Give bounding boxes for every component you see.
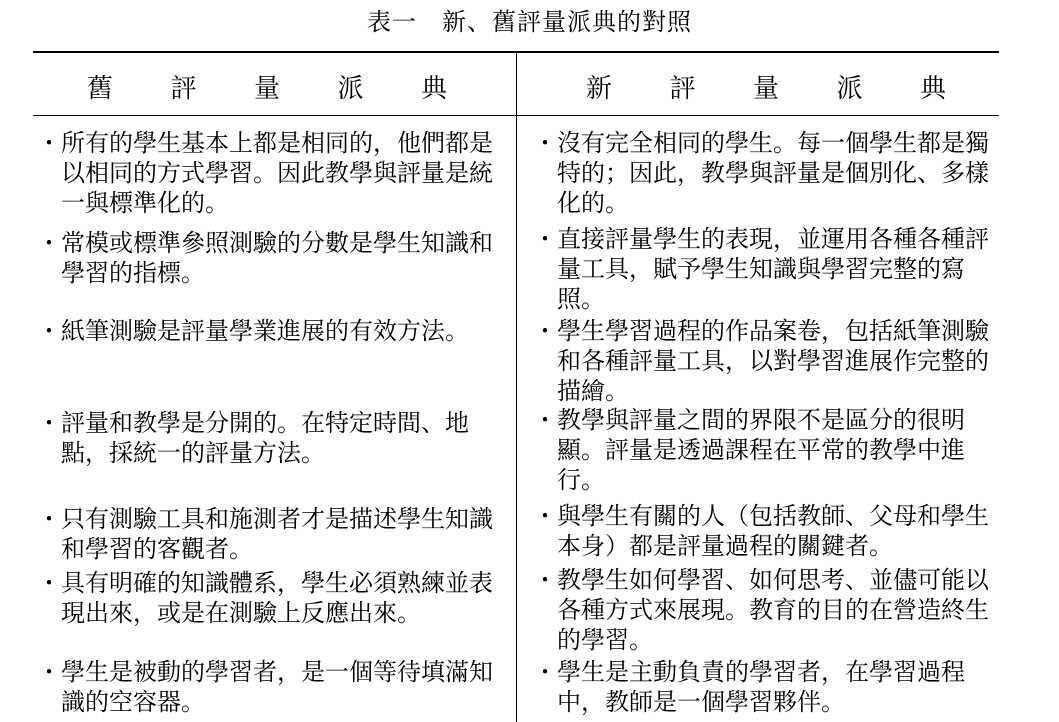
old-item-text: 學生是被動的學習者，是一個等待填滿知識的空容器。 <box>61 658 493 716</box>
header-char: 評 <box>170 74 197 104</box>
header-char: 典 <box>420 74 447 104</box>
new-item-text: 直接評量學生的表現，並運用各種各種評量工具，賦予學生知識與學習完整的寫照。 <box>557 225 989 313</box>
new-item <box>533 316 1003 406</box>
new-item <box>533 501 1003 561</box>
new-item-text: 與學生有關的人（包括教師、父母和學生本身）都是評量過程的關鍵者。 <box>557 502 989 560</box>
bullet: ・ <box>37 505 61 533</box>
bullet: ・ <box>533 129 557 157</box>
bullet: ・ <box>37 317 61 345</box>
bullet: ・ <box>533 406 557 434</box>
header-char: 評 <box>669 74 696 104</box>
new-item-text: 教學與評量之間的界限不是區分的很明顯。評量是透過課程在平常的教學中進行。 <box>557 406 965 494</box>
old-item <box>37 504 507 564</box>
old-item-text: 常模或標準參照測驗的分數是學生知識和學習的指標。 <box>61 229 493 287</box>
bullet: ・ <box>37 129 61 157</box>
bullet: ・ <box>533 566 557 594</box>
old-item <box>37 128 507 218</box>
header-char: 派 <box>337 74 364 104</box>
new-item-text: 沒有完全相同的學生。每一個學生都是獨特的；因此，教學與評量是個別化、多樣化的。 <box>557 129 989 217</box>
header-char: 量 <box>752 74 779 104</box>
new-item <box>533 224 1003 314</box>
new-item <box>533 565 1003 655</box>
old-item-text: 紙筆測驗是評量學業進展的有效方法。 <box>61 317 469 345</box>
new-item-text: 學生是主動負責的學習者，在學習過程中，教師是一個學習夥伴。 <box>557 658 965 716</box>
old-item-text: 評量和教學是分開的。在特定時間、地點，採統一的評量方法。 <box>61 409 469 467</box>
old-item <box>37 316 507 346</box>
bullet: ・ <box>37 658 61 686</box>
old-item <box>37 408 507 468</box>
bullet: ・ <box>533 225 557 253</box>
bullet: ・ <box>37 229 61 257</box>
old-item <box>37 228 507 288</box>
new-item-text: 學生學習過程的作品案卷，包括紙筆測驗和各種評量工具，以對學習進展作完整的描繪。 <box>557 317 989 405</box>
header-new-paradigm <box>586 68 946 108</box>
bullet: ・ <box>533 658 557 686</box>
new-item <box>533 657 1003 717</box>
bullet: ・ <box>37 569 61 597</box>
table-title: 表一 新、舊評量派典的對照 <box>367 8 692 36</box>
header-old-paradigm <box>87 68 447 108</box>
bullet: ・ <box>533 502 557 530</box>
header-char: 量 <box>253 74 280 104</box>
column-divider <box>516 52 517 722</box>
new-item <box>533 128 1003 218</box>
new-item <box>533 405 1003 495</box>
new-item-text: 教學生如何學習、如何思考、並儘可能以各種方式來展現。教育的目的在營造終生的學習。 <box>557 566 989 654</box>
old-item-text: 所有的學生基本上都是相同的，他們都是以相同的方式學習。因此教學與評量是統一與標準化的。 <box>61 129 493 217</box>
old-item <box>37 657 507 717</box>
old-item-text: 只有測驗工具和施測者才是描述學生知識和學習的客觀者。 <box>61 505 493 563</box>
header-char: 舊 <box>87 74 114 104</box>
header-char: 新 <box>586 74 613 104</box>
bullet: ・ <box>533 317 557 345</box>
old-item <box>37 568 507 628</box>
header-char: 派 <box>836 74 863 104</box>
old-item-text: 具有明確的知識體系，學生必須熟練並表現出來，或是在測驗上反應出來。 <box>61 569 493 627</box>
header-char: 典 <box>919 74 946 104</box>
bullet: ・ <box>37 409 61 437</box>
